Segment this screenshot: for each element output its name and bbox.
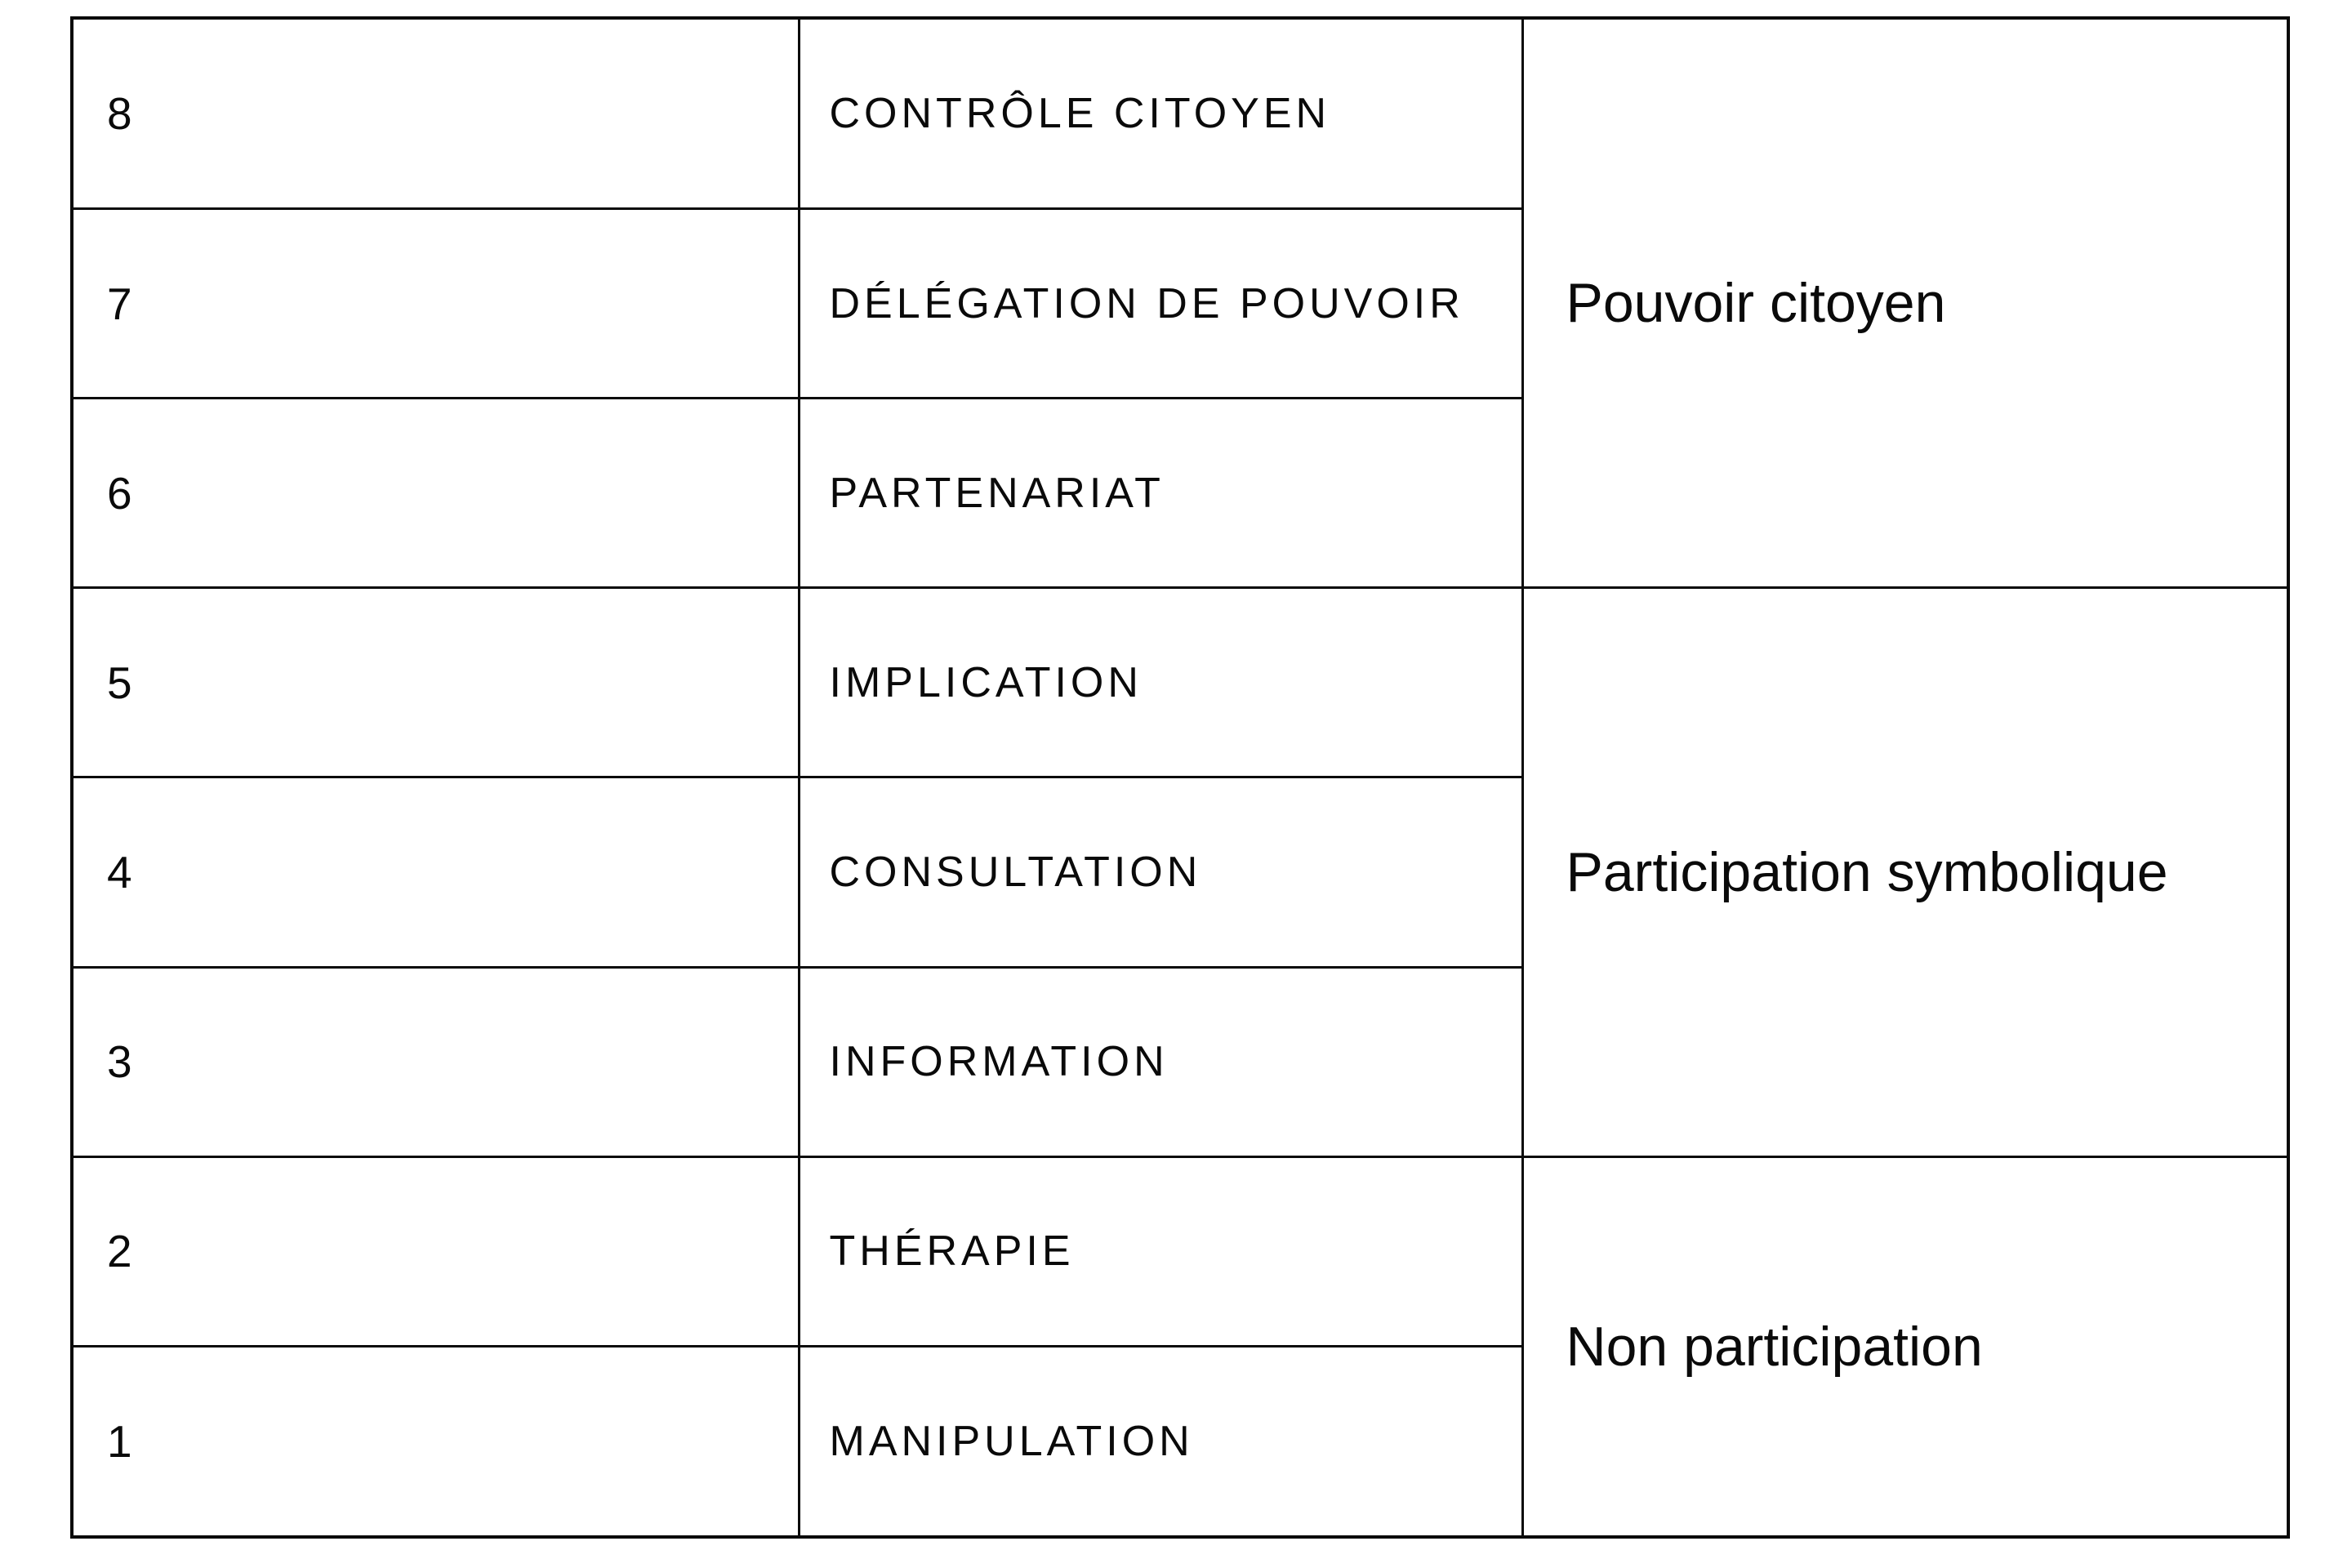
- level-name-cell: PARTENARIAT: [799, 399, 1522, 588]
- level-name-cell: MANIPULATION: [799, 1346, 1522, 1537]
- participation-ladder-table: [70, 16, 2290, 1539]
- group-label-cell: Non participation: [1522, 1156, 2288, 1537]
- level-name-cell: INFORMATION: [799, 967, 1522, 1156]
- level-name-cell: DÉLÉGATION DE POUVOIR: [799, 209, 1522, 399]
- table-row: [72, 1156, 2288, 1346]
- level-name-cell: CONSULTATION: [799, 777, 1522, 967]
- rung-number-cell: 5: [72, 588, 799, 777]
- rung-number-cell: 4: [72, 777, 799, 967]
- rung-number-cell: 3: [72, 967, 799, 1156]
- rung-number-cell: 8: [72, 18, 799, 209]
- rung-number-cell: 7: [72, 209, 799, 399]
- group-label-cell: Pouvoir citoyen: [1522, 18, 2288, 588]
- table-row: [72, 588, 2288, 777]
- rung-number-cell: 6: [72, 399, 799, 588]
- table-row: [72, 18, 2288, 209]
- rung-number-cell: 1: [72, 1346, 799, 1537]
- group-label-cell: Participation symbolique: [1522, 588, 2288, 1156]
- level-name-cell: CONTRÔLE CITOYEN: [799, 18, 1522, 209]
- level-name-cell: IMPLICATION: [799, 588, 1522, 777]
- rung-number-cell: 2: [72, 1156, 799, 1346]
- level-name-cell: THÉRAPIE: [799, 1156, 1522, 1346]
